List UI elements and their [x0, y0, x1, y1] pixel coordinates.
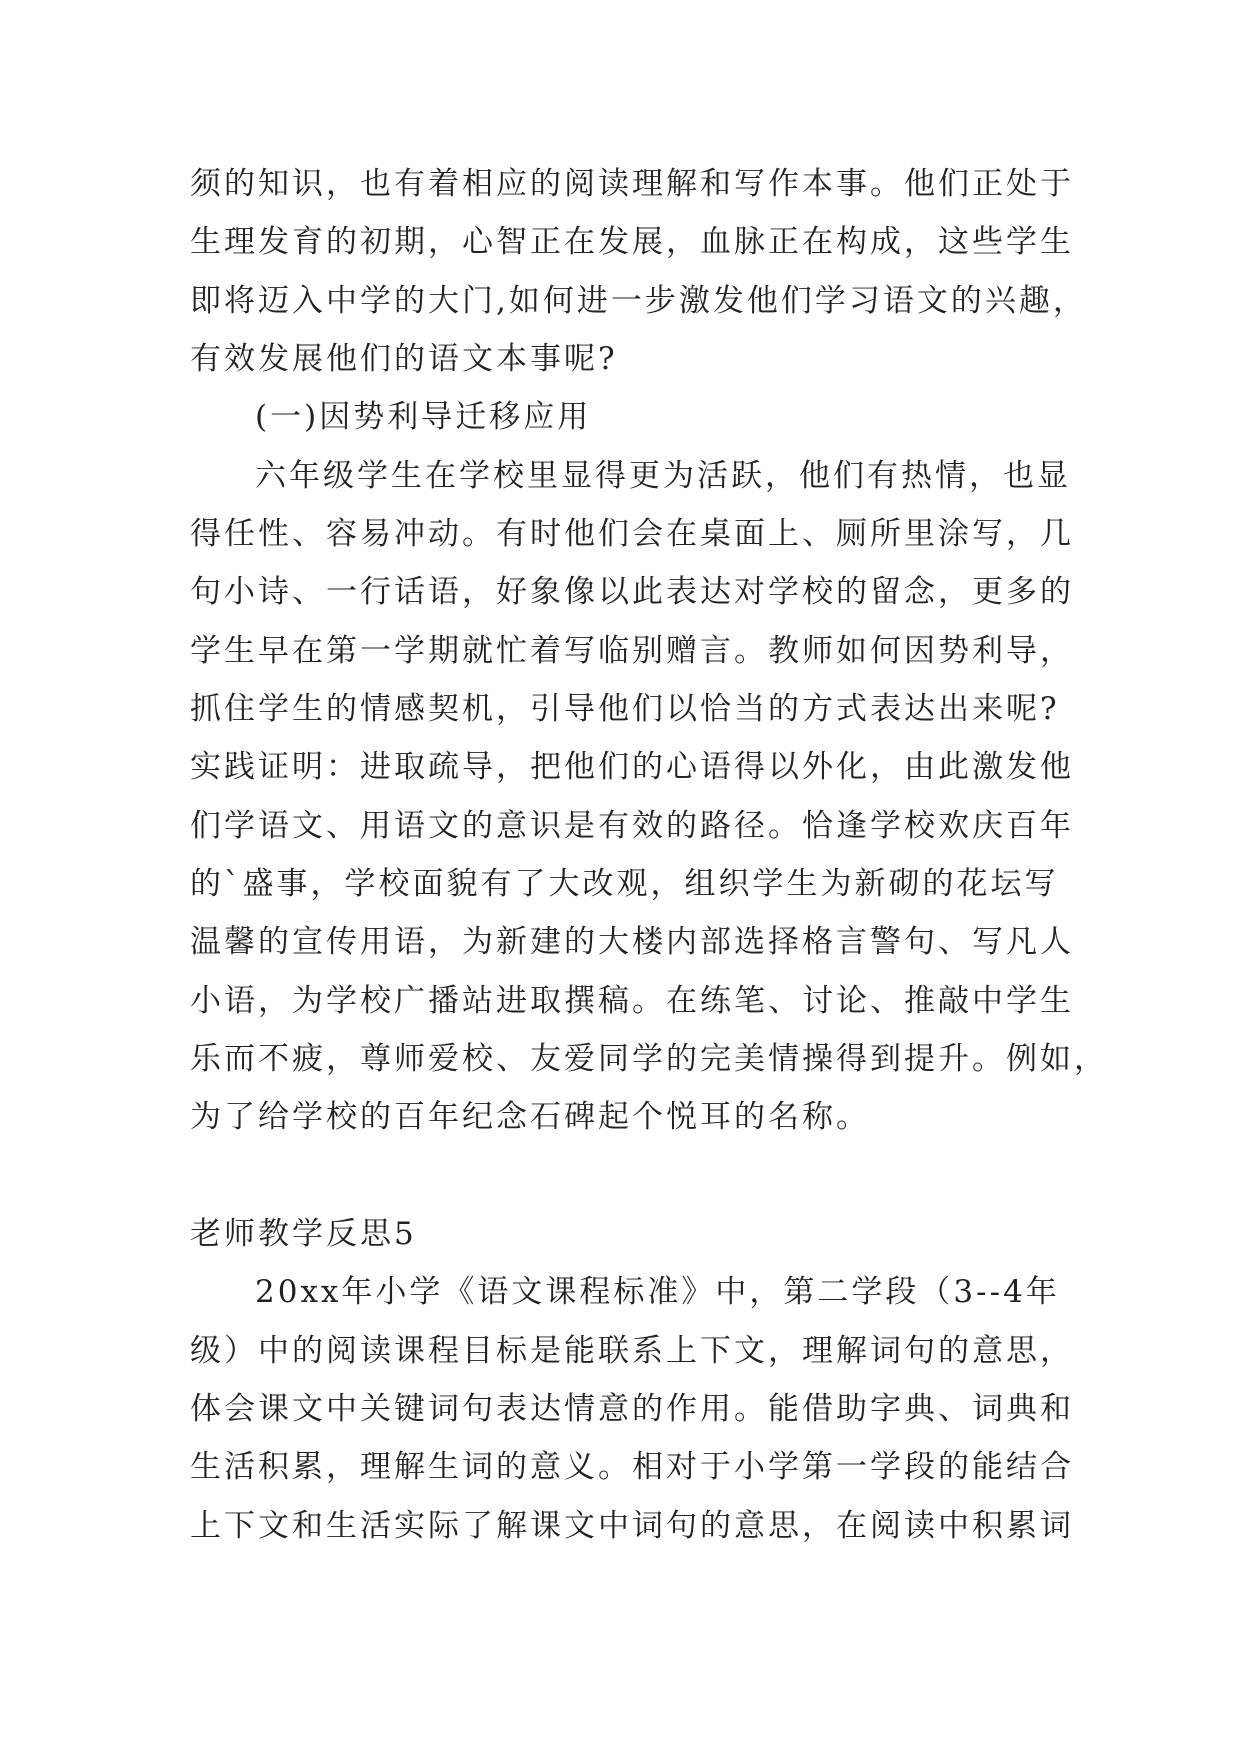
paragraph-line: 学生早在第一学期就忙着写临别赠言。教师如何因势利导，: [190, 633, 1074, 669]
paragraph-line: 20xx年小学《语文课程标准》中，第二学段（3--4年: [255, 1274, 1060, 1310]
paragraph-line: 六年级学生在学校里显得更为活跃，他们有热情，也显: [255, 458, 1071, 494]
section-heading: (一)因势利导迁移应用: [255, 399, 592, 435]
paragraph-line: 上下文和生活实际了解课文中词句的意思，在阅读中积累词: [190, 1508, 1074, 1544]
paragraph-line: 生活积累，理解生词的意义。相对于小学第一学段的能结合: [190, 1449, 1074, 1485]
paragraph-line: 级）中的阅读课程目标是能联系上下文，理解词句的意思，: [190, 1333, 1074, 1369]
paragraph-line: 小语，为学校广播站进取撰稿。在练笔、讨论、推敲中学生: [190, 983, 1074, 1019]
paragraph-line: 实践证明：进取疏导，把他们的心语得以外化，由此激发他: [190, 749, 1074, 785]
paragraph-line: 温馨的宣传用语，为新建的大楼内部选择格言警句、写凡人: [190, 924, 1074, 960]
paragraph-line: 抓住学生的情感契机，引导他们以恰当的方式表达出来呢?: [190, 691, 1060, 727]
paragraph-line: 为了给学校的百年纪念石碑起个悦耳的名称。: [190, 1099, 870, 1135]
paragraph-line: 得任性、容易冲动。有时他们会在桌面上、厕所里涂写，几: [190, 516, 1074, 552]
paragraph-line: 生理发育的初期，心智正在发展，血脉正在构成，这些学生: [190, 224, 1074, 260]
paragraph-line: 须的知识，也有着相应的阅读理解和写作本事。他们正处于: [190, 166, 1074, 202]
paragraph-line: 即将迈入中学的大门,如何进一步激发他们学习语文的兴趣，: [190, 283, 1087, 319]
paragraph-line: 体会课文中关键词句表达情意的作用。能借助字典、词典和: [190, 1391, 1074, 1427]
paragraph-line: 们学语文、用语文的意识是有效的路径。恰逢学校欢庆百年: [190, 808, 1074, 844]
paragraph-line: 句小诗、一行话语，好象像以此表达对学校的留念，更多的: [190, 574, 1074, 610]
paragraph-line: 有效发展他们的语文本事呢?: [190, 341, 618, 377]
section-title: 老师教学反思5: [190, 1216, 417, 1252]
paragraph-line: 的`盛事，学校面貌有了大改观，组织学生为新砌的花坛写: [190, 866, 1059, 902]
paragraph-line: 乐而不疲，尊师爱校、友爱同学的完美情操得到提升。例如，: [190, 1041, 1108, 1077]
